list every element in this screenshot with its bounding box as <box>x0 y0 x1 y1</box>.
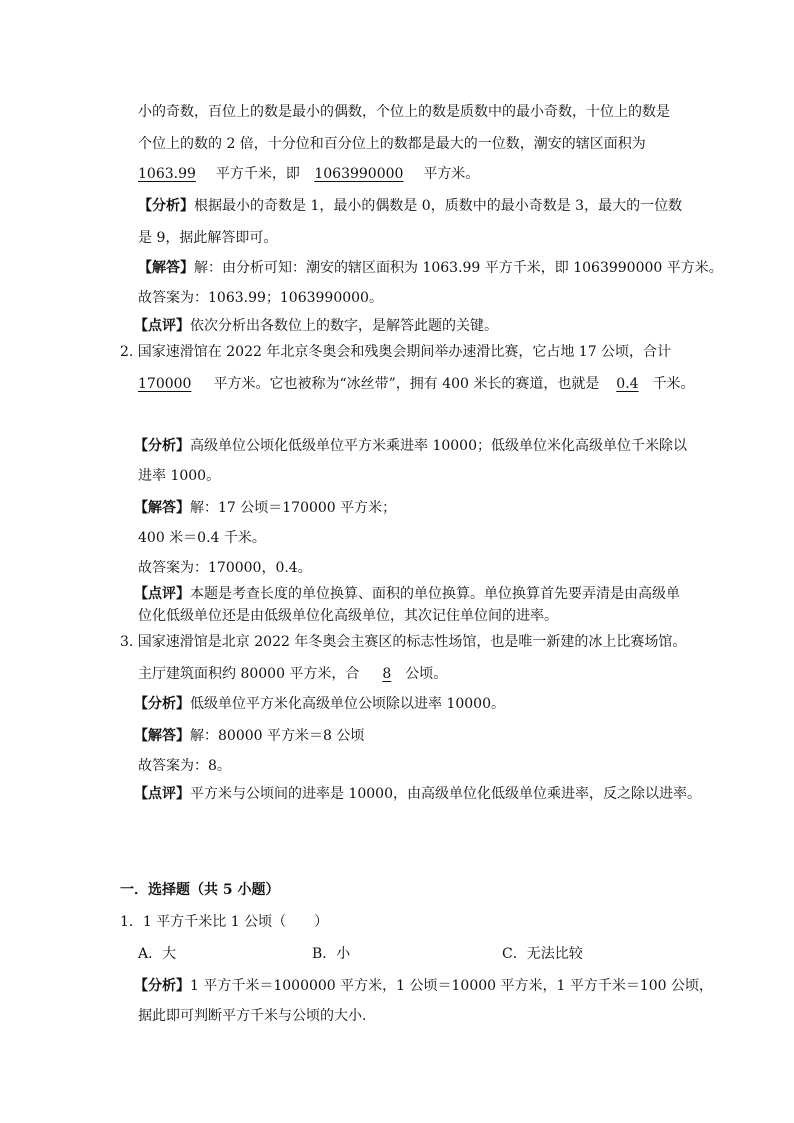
comment-text: 依次分析出各数位上的数字，是解答此题的关键。 <box>190 318 498 334</box>
analysis-line <box>134 694 505 714</box>
analysis-text: 1 平方千米＝1000000 平方米，1 公顷＝10000 平方米，1 平方千米＝100 公顷， <box>190 978 714 994</box>
analysis-line: 据此即可判断平方千米与公顷的大小． <box>138 1008 376 1024</box>
problem-text: 平方米。它也被称为“冰丝带”，拥有 400 米长的赛道，也就是 <box>213 376 600 392</box>
comment-tag: 【点评】 <box>134 586 190 602</box>
answer-blank <box>368 664 405 684</box>
answer-value: 1063.99 <box>138 166 196 182</box>
fill-blank-line <box>138 374 695 394</box>
answer-line: 400 米＝0.4 千米。 <box>138 530 266 546</box>
answer-value: 0.4 <box>616 376 639 392</box>
comment-line <box>134 784 701 804</box>
problem-text: 平方千米，即 <box>215 166 300 182</box>
answer-tag: 【解答】 <box>134 500 190 516</box>
problem-text: 千米。 <box>652 376 695 392</box>
answer-text: 解：80000 平方米＝8 公顷 <box>190 728 365 744</box>
answer-text: 解：17 公顷＝170000 平方米； <box>190 500 397 516</box>
analysis-tag: 【分析】 <box>134 978 190 994</box>
analysis-line: 进率 1000。 <box>138 468 221 484</box>
answer-tag: 【解答】 <box>138 260 194 276</box>
answer-line <box>138 258 723 278</box>
answer-line <box>134 498 396 518</box>
section-heading: 一．选择题（共 5 小题） <box>120 882 280 898</box>
final-answer: 故答案为：170000，0.4。 <box>138 560 312 576</box>
option-a: A．大 <box>138 946 177 962</box>
question-2-text: 2. 国家速滑馆在 2022 年北京冬奥会和残奥会期间举办速滑比赛，它占地 17 公顷，合计 <box>120 344 672 360</box>
answer-value: 1063990000 <box>314 166 404 182</box>
answer-value: 8 <box>382 666 392 682</box>
analysis-tag: 【分析】 <box>138 198 194 214</box>
question-3-text: 3. 国家速滑馆是北京 2022 年冬奥会主赛区的标志性场馆，也是唯一新建的冰上比赛场馆。 <box>120 634 687 650</box>
analysis-tag: 【分析】 <box>134 696 190 712</box>
answer-blank <box>304 164 423 184</box>
analysis-text: 根据最小的奇数是 1，最小的偶数是 0，质数中的最小奇数是 3，最大的一位数 <box>194 198 683 214</box>
answer-blank <box>608 374 652 394</box>
analysis-line: 是 9，据此解答即可。 <box>138 230 278 246</box>
choice-question-1: 1．1 平方千米比 1 公顷（ ） <box>120 914 329 930</box>
analysis-line <box>134 436 687 456</box>
problem-text-line: 个位上的数的 2 倍，十分位和百分位上的数都是最大的一位数，潮安的辖区面积为 <box>138 136 646 152</box>
fill-blank-line <box>138 664 447 684</box>
answer-tag: 【解答】 <box>134 728 190 744</box>
comment-line <box>134 316 498 336</box>
analysis-text: 高级单位公顷化低级单位平方米乘进率 10000；低级单位米化高级单位千米除以 <box>190 438 687 454</box>
final-answer: 故答案为：8。 <box>138 758 231 774</box>
problem-text: 平方米。 <box>423 166 480 182</box>
comment-text: 平方米与公顷间的进率是 10000，由高级单位化低级单位乘进率，反之除以进率。 <box>190 786 701 802</box>
answer-value: 170000 <box>138 376 192 392</box>
option-c: C．无法比较 <box>502 946 583 962</box>
analysis-line <box>134 976 713 996</box>
comment-line: 位化低级单位还是由低级单位化高级单位，其次记住单位间的进率。 <box>138 608 558 624</box>
comment-tag: 【点评】 <box>134 786 190 802</box>
answer-text: 解：由分析可知：潮安的辖区面积为 1063.99 平方千米，即 1063990000 平方米。 <box>194 260 723 276</box>
comment-line <box>134 584 680 604</box>
analysis-tag: 【分析】 <box>134 438 190 454</box>
answer-blank <box>138 374 213 394</box>
problem-text: 公顷。 <box>405 666 448 682</box>
problem-text-line: 小的奇数，百位上的数是最小的偶数，个位上的数是质数中的最小奇数，十位上的数是 <box>138 104 670 120</box>
analysis-text: 低级单位平方米化高级单位公顷除以进率 10000。 <box>190 696 505 712</box>
comment-text: 本题是考查长度的单位换算、面积的单位换算。单位换算首先要弄清是由高级单 <box>190 586 680 602</box>
analysis-line <box>138 196 682 216</box>
option-b: B．小 <box>312 946 351 962</box>
comment-tag: 【点评】 <box>134 318 190 334</box>
answer-line <box>134 726 364 746</box>
answer-blank <box>138 164 216 184</box>
problem-text: 主厅建筑面积约 80000 平方米，合 <box>138 666 360 682</box>
final-answer: 故答案为：1063.99；1063990000。 <box>138 290 383 306</box>
fill-blank-line <box>138 164 479 184</box>
